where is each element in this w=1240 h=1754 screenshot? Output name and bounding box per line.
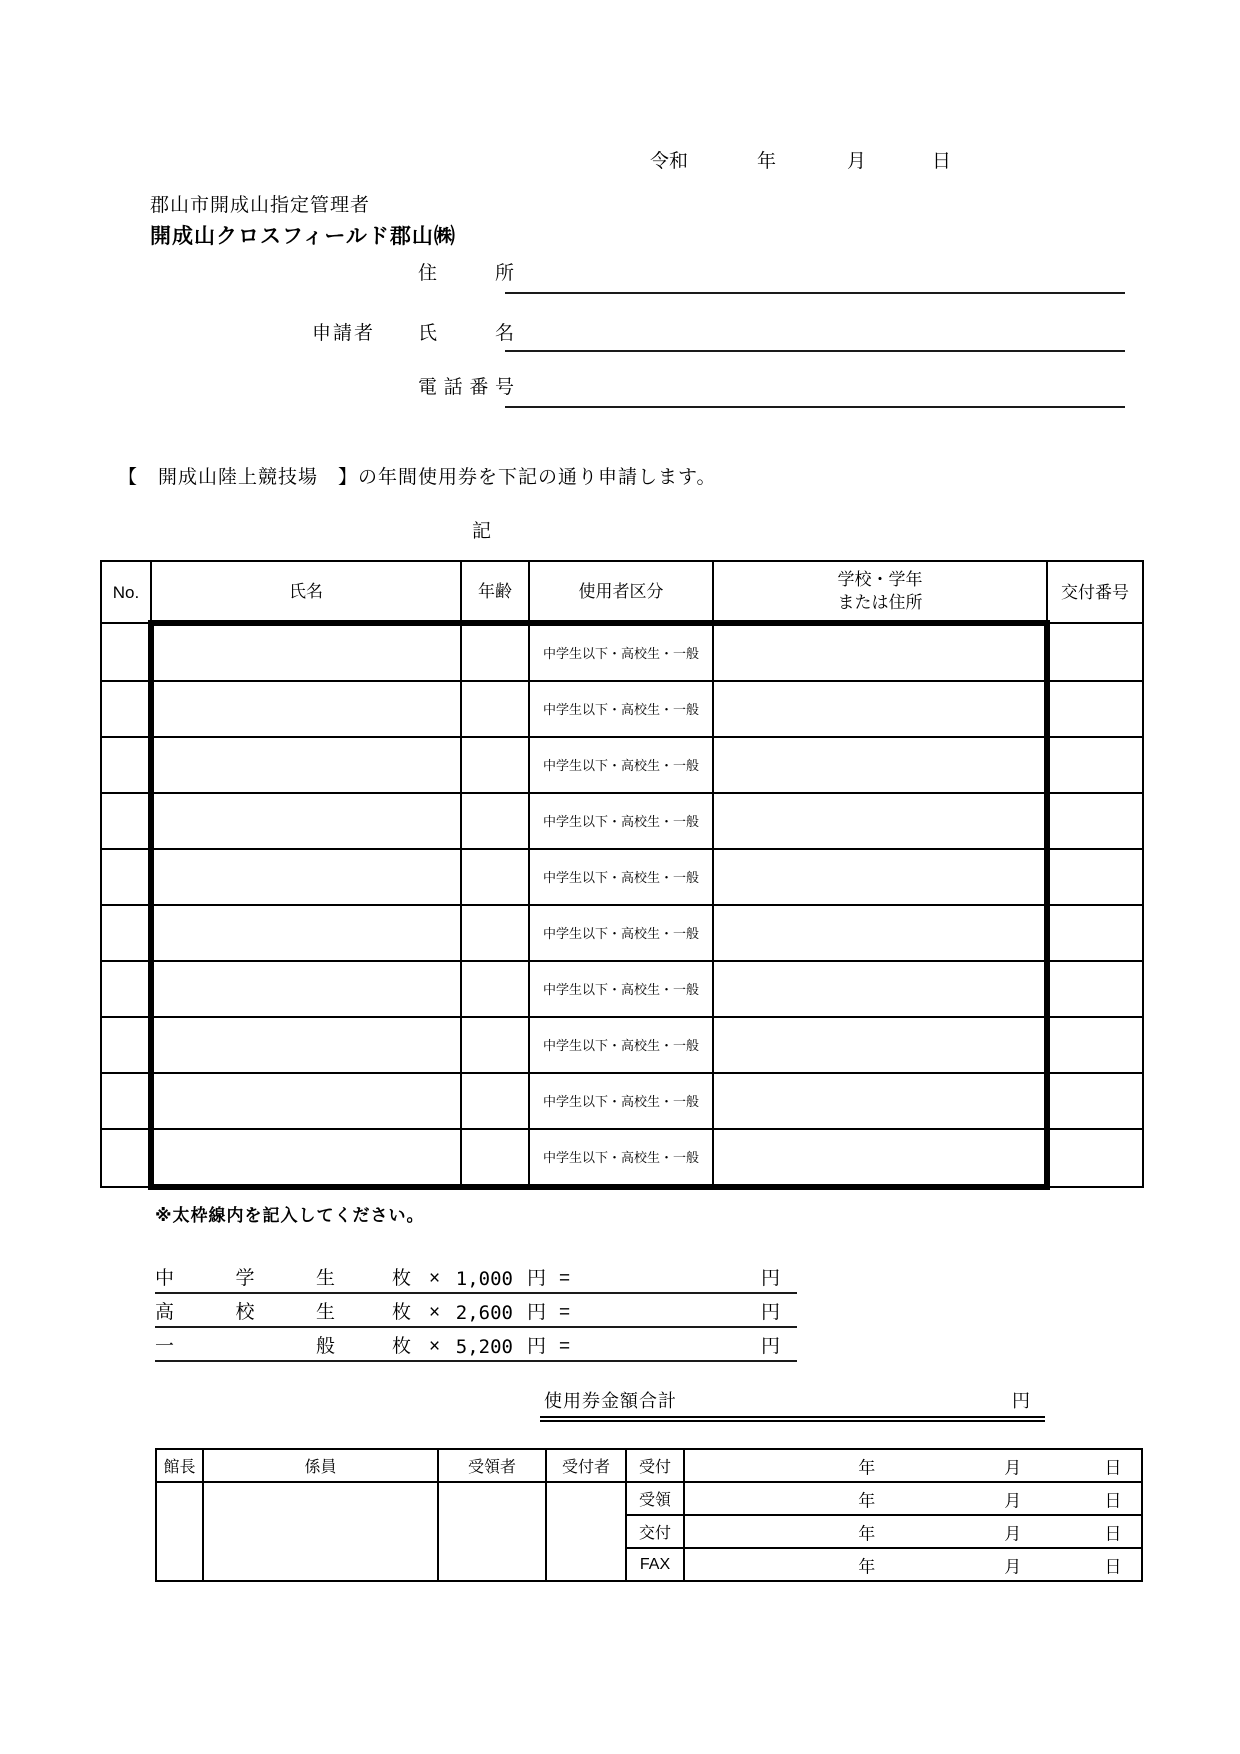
era-label: 令和 — [650, 151, 689, 172]
row-issue-cell — [1047, 849, 1143, 905]
stamp-col-director: 館長 — [156, 1449, 203, 1482]
row-age-cell[interactable] — [461, 849, 529, 905]
row-name-cell[interactable] — [151, 961, 461, 1017]
year-label: 年 — [858, 1557, 876, 1576]
header-category: 使用者区分 — [529, 561, 713, 623]
year-label: 年 — [757, 151, 777, 172]
pricing-row-adult — [155, 1328, 797, 1362]
category-options: 中学生以下・高校生・一般 — [542, 1038, 699, 1053]
pricing-label: 高校生 — [155, 1302, 335, 1323]
row-category-cell — [529, 905, 713, 961]
table-row — [101, 1017, 1143, 1073]
row-school-cell[interactable] — [713, 849, 1047, 905]
month-label: 月 — [847, 151, 867, 172]
row-age-cell[interactable] — [461, 1129, 529, 1187]
day-label: 日 — [1104, 1491, 1122, 1510]
record-mark: 記 — [472, 521, 492, 542]
row-school-cell[interactable] — [713, 623, 1047, 681]
year-label: 年 — [858, 1491, 876, 1510]
table-row — [101, 681, 1143, 737]
applicants-table — [100, 560, 1144, 1190]
applicants-table-wrap — [100, 560, 1144, 1190]
table-row — [101, 849, 1143, 905]
stage-date-cell[interactable] — [684, 1548, 1142, 1581]
row-category-cell — [529, 961, 713, 1017]
category-options: 中学生以下・高校生・一般 — [542, 1150, 699, 1165]
phone-input-line[interactable] — [505, 376, 1125, 408]
pricing-label: 一般 — [155, 1336, 335, 1357]
reception-stamp-area[interactable] — [546, 1482, 626, 1581]
total-label: 使用券金額合計 — [544, 1391, 677, 1411]
office-header-row — [156, 1449, 1142, 1482]
category-options: 中学生以下・高校生・一般 — [542, 982, 699, 997]
unit-price: 1,000 — [455, 1268, 513, 1290]
pricing-section — [155, 1260, 797, 1362]
row-name-cell[interactable] — [151, 623, 461, 681]
name-label: 氏名 — [418, 323, 514, 344]
row-age-cell[interactable] — [461, 1073, 529, 1129]
pricing-label: 中学生 — [155, 1268, 335, 1289]
row-no-cell — [101, 1129, 151, 1187]
month-label: 月 — [1004, 1557, 1022, 1576]
sheets-label: 枚 — [392, 1336, 412, 1357]
phone-label: 電話番号 — [418, 377, 514, 398]
addressee-line1: 郡山市開成山指定管理者 — [150, 195, 371, 216]
header-age: 年齢 — [461, 561, 529, 623]
row-no-cell — [101, 623, 151, 681]
row-issue-cell — [1047, 1073, 1143, 1129]
year-label: 年 — [858, 1458, 876, 1477]
address-label: 住所 — [418, 263, 514, 284]
row-school-cell[interactable] — [713, 1017, 1047, 1073]
applicant-section-label: 申請者 — [312, 323, 376, 344]
table-row — [101, 737, 1143, 793]
stage-date-cell[interactable] — [684, 1515, 1142, 1548]
equals-sign: = — [559, 1268, 571, 1289]
row-age-cell[interactable] — [461, 623, 529, 681]
row-name-cell[interactable] — [151, 1017, 461, 1073]
equals-sign: = — [559, 1302, 571, 1323]
office-use-table-wrap — [155, 1448, 1143, 1582]
header-issue-no: 交付番号 — [1047, 561, 1143, 623]
category-options: 中学生以下・高校生・一般 — [542, 1094, 699, 1109]
day-label: 日 — [1104, 1458, 1122, 1477]
office-use-table — [155, 1448, 1143, 1582]
table-row — [101, 793, 1143, 849]
year-label: 年 — [858, 1524, 876, 1543]
sheets-label: 枚 — [392, 1268, 412, 1289]
stage-label: FAX — [626, 1548, 684, 1581]
category-options: 中学生以下・高校生・一般 — [542, 702, 699, 717]
row-no-cell — [101, 793, 151, 849]
day-label: 日 — [1104, 1557, 1122, 1576]
stage-date-cell[interactable] — [684, 1482, 1142, 1515]
row-school-cell[interactable] — [713, 793, 1047, 849]
amount-yen-label: 円 — [761, 1302, 781, 1323]
row-issue-cell — [1047, 1129, 1143, 1187]
receiver-stamp-area[interactable] — [438, 1482, 546, 1581]
office-row — [156, 1482, 1142, 1515]
multiply-sign: × — [429, 1268, 441, 1289]
row-no-cell — [101, 681, 151, 737]
equals-sign: = — [559, 1336, 571, 1357]
yen-label: 円 — [527, 1302, 547, 1323]
stamp-col-receiver: 受領者 — [438, 1449, 546, 1482]
row-name-cell[interactable] — [151, 1129, 461, 1187]
row-category-cell — [529, 1073, 713, 1129]
stage-label: 受領 — [626, 1482, 684, 1515]
table-row — [101, 623, 1143, 681]
pricing-row-highschool — [155, 1294, 797, 1328]
row-category-cell — [529, 681, 713, 737]
multiply-sign: × — [429, 1302, 441, 1323]
row-issue-cell — [1047, 681, 1143, 737]
stage-date-cell[interactable] — [684, 1449, 1142, 1482]
category-options: 中学生以下・高校生・一般 — [542, 814, 699, 829]
month-label: 月 — [1004, 1458, 1022, 1477]
amount-yen-label: 円 — [761, 1336, 781, 1357]
address-input-line[interactable] — [505, 262, 1125, 294]
row-issue-cell — [1047, 623, 1143, 681]
director-stamp-area[interactable] — [156, 1482, 203, 1581]
addressee-line2: 開成山クロスフィールド郡山㈱ — [150, 225, 456, 248]
sheets-label: 枚 — [392, 1302, 412, 1323]
row-category-cell — [529, 849, 713, 905]
table-row — [101, 1073, 1143, 1129]
row-category-cell — [529, 1129, 713, 1187]
row-age-cell[interactable] — [461, 737, 529, 793]
stage-label: 受付 — [626, 1449, 684, 1482]
multiply-sign: × — [429, 1336, 441, 1357]
row-category-cell — [529, 623, 713, 681]
row-category-cell — [529, 793, 713, 849]
month-label: 月 — [1004, 1491, 1022, 1510]
row-age-cell[interactable] — [461, 793, 529, 849]
table-row — [101, 1129, 1143, 1187]
category-options: 中学生以下・高校生・一般 — [542, 646, 699, 661]
row-school-cell[interactable] — [713, 961, 1047, 1017]
row-no-cell — [101, 1073, 151, 1129]
day-label: 日 — [932, 151, 952, 172]
header-name: 氏名 — [151, 561, 461, 623]
header-school-line1: 学校・学年 — [837, 570, 923, 589]
row-school-cell[interactable] — [713, 1129, 1047, 1187]
yen-label: 円 — [527, 1336, 547, 1357]
stage-label: 交付 — [626, 1515, 684, 1548]
row-no-cell — [101, 849, 151, 905]
row-issue-cell — [1047, 793, 1143, 849]
row-name-cell[interactable] — [151, 905, 461, 961]
pricing-row-junior — [155, 1260, 797, 1294]
table-row — [101, 961, 1143, 1017]
row-name-cell[interactable] — [151, 737, 461, 793]
category-options: 中学生以下・高校生・一般 — [542, 758, 699, 773]
row-name-cell[interactable] — [151, 793, 461, 849]
header-row — [101, 561, 1143, 623]
row-school-cell[interactable] — [713, 681, 1047, 737]
unit-price: 5,200 — [455, 1336, 513, 1358]
row-name-cell[interactable] — [151, 1073, 461, 1129]
unit-price: 2,600 — [455, 1302, 513, 1324]
row-category-cell — [529, 737, 713, 793]
row-issue-cell — [1047, 1017, 1143, 1073]
yen-label: 円 — [527, 1268, 547, 1289]
row-no-cell — [101, 1017, 151, 1073]
row-no-cell — [101, 961, 151, 1017]
row-age-cell[interactable] — [461, 681, 529, 737]
table-row — [101, 905, 1143, 961]
name-input-line[interactable] — [505, 320, 1125, 352]
row-issue-cell — [1047, 737, 1143, 793]
header-no: No. — [101, 561, 151, 623]
bold-frame-note: ※太枠線内を記入してください。 — [155, 1206, 425, 1225]
row-age-cell[interactable] — [461, 1017, 529, 1073]
header-school — [713, 561, 1047, 623]
category-options: 中学生以下・高校生・一般 — [542, 926, 699, 941]
row-issue-cell — [1047, 905, 1143, 961]
amount-yen-label: 円 — [761, 1268, 781, 1289]
staff-stamp-area[interactable] — [203, 1482, 438, 1581]
row-no-cell — [101, 737, 151, 793]
row-age-cell[interactable] — [461, 905, 529, 961]
application-statement: 【 開成山陸上競技場 】の年間使用券を下記の通り申請します。 — [118, 467, 717, 488]
row-name-cell[interactable] — [151, 681, 461, 737]
row-no-cell — [101, 905, 151, 961]
stamp-col-staff: 係員 — [203, 1449, 438, 1482]
total-section — [540, 1384, 1045, 1422]
header-school-line2: または住所 — [837, 593, 923, 612]
row-name-cell[interactable] — [151, 849, 461, 905]
day-label: 日 — [1104, 1524, 1122, 1543]
row-category-cell — [529, 1017, 713, 1073]
row-school-cell[interactable] — [713, 737, 1047, 793]
month-label: 月 — [1004, 1524, 1022, 1543]
total-yen-label: 円 — [1012, 1391, 1030, 1411]
row-issue-cell — [1047, 961, 1143, 1017]
row-age-cell[interactable] — [461, 961, 529, 1017]
stamp-col-reception: 受付者 — [546, 1449, 626, 1482]
row-school-cell[interactable] — [713, 1073, 1047, 1129]
category-options: 中学生以下・高校生・一般 — [542, 870, 699, 885]
row-school-cell[interactable] — [713, 905, 1047, 961]
